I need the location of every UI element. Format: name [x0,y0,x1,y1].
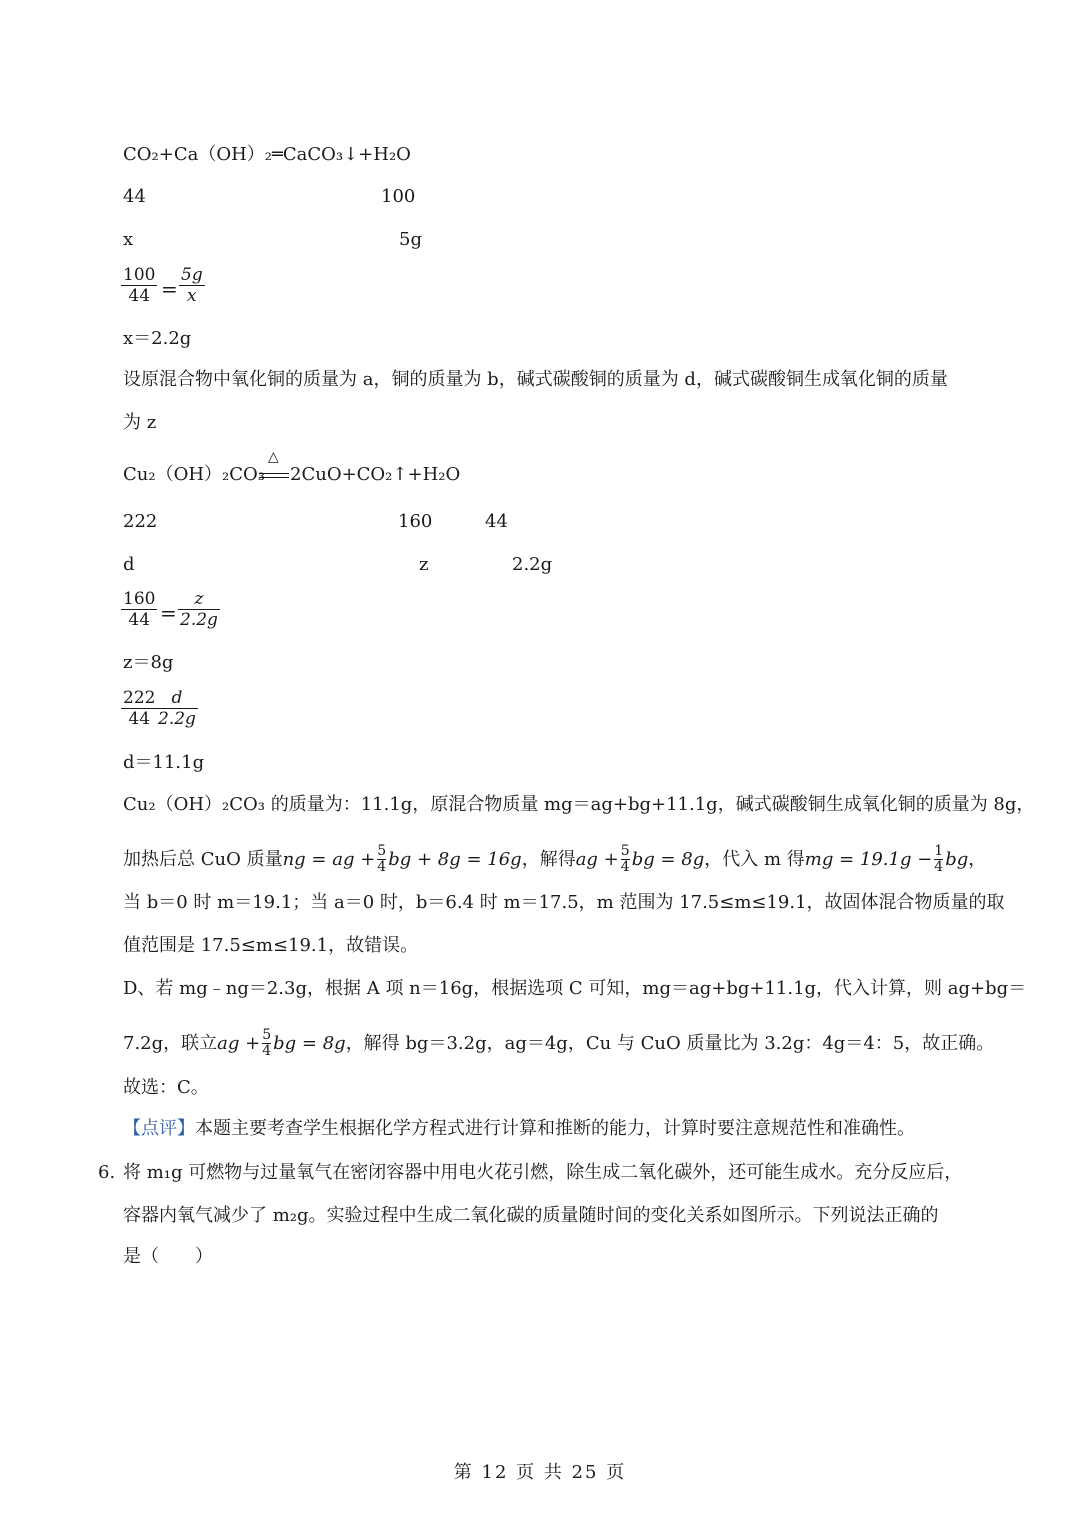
intro-line-2: 为 z [123,412,157,433]
eq1-row2-right: 5g [399,229,422,250]
eq2-fraction1-right: z 2.2g [180,589,218,630]
eq2-double-bar [259,473,289,478]
eq2-fraction1-left: 160 44 [123,589,156,630]
eq2-row1-c: 44 [485,511,508,532]
analysis-line-4: 值范围是 17.5≤m≤19.1，故错误。 [123,935,419,956]
eq2-fraction2-right: d 2.2g [158,688,196,729]
question-6-line-3: 是（ ） [123,1246,213,1267]
question-6-line-1: 将 m₁g 可燃物与过量氧气在密闭容器中用电火花引燃，除生成二氧化碳外，还可能生成水。充分反应后， [123,1162,963,1183]
eq2-heat-condition: △ [268,449,279,465]
eq2-z-result: z＝8g [123,652,174,673]
eq1-result: x＝2.2g [123,328,192,349]
review-text: 本题主要考查学生根据化学方程式进行计算和推断的能力，计算时要注意规范性和准确性。 [195,1118,915,1139]
review-tag: 【点评】 [123,1118,195,1139]
analysis-line-3: 当 b＝0 时 m＝19.1；当 a＝0 时，b＝6.4 时 m＝17.5，m 范围为 17.5≤m≤19.1，故固体混合物质量的取 [123,892,1005,913]
intro-line-1: 设原混合物中氧化铜的质量为 a，铜的质量为 b，碱式碳酸铜的质量为 d，碱式碳酸铜生成氧化铜的质量 [123,369,948,390]
fraction-five-fourths: $\frac{5}{4}$ [262,1027,272,1059]
analysis-line-1: Cu₂（OH）₂CO₃ 的质量为：11.1g，原混合物质量 mg＝ag+bg+11.1g，碱式碳酸铜生成氧化铜的质量为 8g， [123,794,1035,815]
equation-1-formula: CO₂+Ca（OH）₂═CaCO₃↓+H₂O [123,144,411,165]
eq1-row1-right: 100 [381,186,416,207]
analysis-line-2: 加热后总 CuO 质量 ng = ag + $\frac{5}{4}$ bg + 8g = 16g ，解得 ag + $\frac{5}{4}$ bg = 8g ，代入 m 得 mg = 19.1g − $\frac{1}{4}$ bg ， [123,843,987,875]
page-footer: 第 12 页 共 25 页 [453,1462,627,1483]
eq2-fraction2-left: 222 44 [123,688,156,729]
eq2-row1-a: 222 [123,511,158,532]
eq2-fraction1-equals: = [160,601,177,625]
answer-line: 故选：C。 [123,1077,209,1098]
eq2-d-result: d＝11.1g [123,752,205,773]
eq1-fraction-right: 5g x [181,265,203,306]
analysis-line-5: D、若 mg﹣ng＝2.3g，根据 A 项 n＝16g，根据选项 C 可知，mg＝ag+bg+11.1g，代入计算，则 ag+bg＝ [123,978,1027,999]
eq2-formula-left: Cu₂（OH）₂CO₃ [123,464,265,485]
eq1-equals: = [161,277,178,301]
fraction-one-fourth: $\frac{1}{4}$ [934,843,944,875]
eq1-row1-left: 44 [123,186,146,207]
eq2-formula-right: 2CuO+CO₂↑+H₂O [290,464,461,485]
analysis-line-6: 7.2g，联立 ag + $\frac{5}{4}$ bg = 8g ，解得 bg＝3.2g，ag＝4g，Cu 与 CuO 质量比为 3.2g：4g＝4：5，故正确。 [123,1027,995,1059]
eq1-row2-left: x [123,229,134,250]
question-6-number: 6. [98,1162,116,1183]
eq2-row2-b: z [419,554,429,575]
fraction-five-fourths: $\frac{5}{4}$ [620,843,630,875]
fraction-five-fourths: $\frac{5}{4}$ [377,843,387,875]
review-line [123,1117,915,1141]
eq2-row2-c: 2.2g [512,554,553,575]
question-6-line-2: 容器内氧气减少了 m₂g。实验过程中生成二氧化碳的质量随时间的变化关系如图所示。下列说法正确的 [123,1205,939,1226]
eq1-fraction-left: 100 44 [123,265,156,306]
eq2-row1-b: 160 [398,511,433,532]
eq2-row2-a: d [123,554,135,575]
